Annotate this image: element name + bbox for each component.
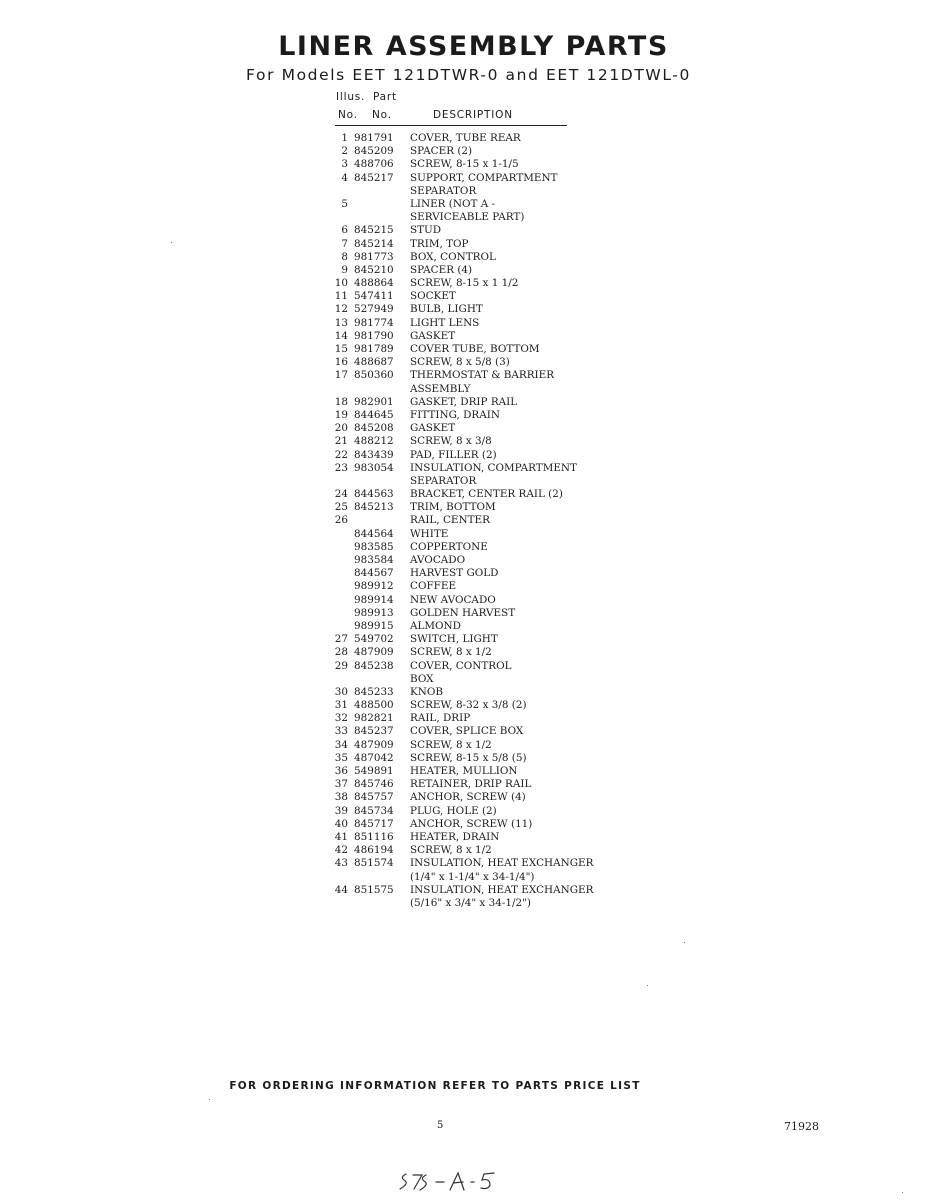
part-number: 851574 — [354, 857, 394, 870]
part-description: LIGHT LENS — [410, 316, 480, 329]
parts-list — [330, 132, 620, 910]
parts-row — [330, 409, 620, 422]
illus-number: 33 — [334, 725, 348, 738]
part-description: COPPERTONE — [410, 540, 488, 553]
parts-row — [330, 185, 620, 198]
part-description: (5/16" x 3/4" x 34-1/2") — [410, 896, 531, 909]
parts-row — [330, 514, 620, 527]
parts-row — [330, 620, 620, 633]
illus-number: 19 — [334, 408, 348, 421]
part-number: 982821 — [354, 712, 394, 725]
part-description: PAD, FILLER (2) — [410, 448, 497, 461]
parts-row — [330, 488, 620, 501]
parts-row — [330, 805, 620, 818]
illus-number: 26 — [334, 514, 348, 527]
illus-number: 17 — [334, 369, 348, 382]
part-description: BRACKET, CENTER RAIL (2) — [410, 488, 563, 501]
illus-number: 2 — [341, 145, 348, 158]
part-description: ALMOND — [410, 619, 461, 632]
parts-row — [330, 831, 620, 844]
parts-row — [330, 818, 620, 831]
part-description: COVER TUBE, BOTTOM — [410, 343, 540, 355]
part-number: 845237 — [354, 725, 394, 738]
parts-row — [330, 778, 620, 791]
parts-row — [330, 567, 620, 580]
part-number: 989913 — [354, 606, 394, 619]
part-number: 845734 — [354, 804, 394, 817]
part-description: GASKET, DRIP RAIL — [410, 395, 518, 408]
part-description: RETAINER, DRIP RAIL — [410, 778, 532, 791]
part-description: SCREW, 8 x 1/2 — [410, 844, 492, 857]
parts-row — [330, 541, 620, 554]
part-description: ANCHOR, SCREW (11) — [410, 817, 533, 830]
illus-number: 15 — [334, 343, 348, 355]
part-description: GASKET — [410, 422, 456, 435]
document-code: 71928 — [784, 1120, 819, 1133]
parts-row — [330, 884, 620, 897]
illus-number: 35 — [334, 751, 348, 764]
parts-row — [330, 844, 620, 857]
illus-number: 27 — [334, 633, 348, 646]
parts-row — [330, 422, 620, 435]
parts-row — [330, 435, 620, 448]
part-number: 844563 — [354, 488, 394, 501]
parts-row — [330, 501, 620, 514]
part-number: 981774 — [354, 316, 394, 329]
illus-number: 40 — [334, 817, 348, 830]
part-description: SUPPORT, COMPARTMENT — [410, 171, 558, 184]
part-number: 487042 — [354, 751, 394, 764]
parts-row — [330, 449, 620, 462]
parts-row — [330, 725, 620, 738]
parts-row — [330, 660, 620, 673]
part-number: 845217 — [354, 171, 394, 184]
part-number: 843439 — [354, 448, 394, 461]
illus-number: 6 — [341, 224, 348, 237]
illus-number: 22 — [334, 448, 348, 461]
illus-number: 12 — [334, 303, 348, 316]
illus-number: 37 — [334, 778, 348, 791]
part-description: COVER, SPLICE BOX — [410, 725, 524, 738]
part-description: SEPARATOR — [410, 474, 477, 487]
parts-row — [330, 343, 620, 356]
part-column-header-line1: Part — [373, 91, 397, 103]
part-number: 981791 — [354, 132, 394, 144]
part-number: 981790 — [354, 329, 394, 342]
parts-row — [330, 145, 620, 158]
illus-number: 30 — [334, 685, 348, 698]
parts-row — [330, 699, 620, 712]
parts-row — [330, 383, 620, 396]
part-description: INSULATION, HEAT EXCHANGER — [410, 857, 594, 870]
parts-row — [330, 330, 620, 343]
parts-row — [330, 317, 620, 330]
parts-row — [330, 686, 620, 699]
parts-row — [330, 475, 620, 488]
illus-number: 8 — [341, 250, 348, 263]
part-description: LINER (NOT A - — [410, 197, 496, 210]
part-description: SPACER (2) — [410, 145, 473, 158]
part-number: 845209 — [354, 145, 394, 158]
part-number: 845233 — [354, 685, 394, 698]
parts-row — [330, 752, 620, 765]
part-number: 989915 — [354, 619, 394, 632]
part-number: 845210 — [354, 263, 394, 276]
parts-row — [330, 739, 620, 752]
part-number: 989914 — [354, 593, 394, 606]
part-number: 488687 — [354, 356, 394, 369]
illus-number: 41 — [334, 830, 348, 843]
part-description: NEW AVOCADO — [410, 593, 496, 606]
part-number: 982901 — [354, 395, 394, 408]
parts-row — [330, 172, 620, 185]
illus-number: 25 — [334, 501, 348, 514]
parts-row — [330, 264, 620, 277]
handwritten-notation — [396, 1166, 516, 1194]
parts-row — [330, 211, 620, 224]
parts-row — [330, 554, 620, 567]
scan-speck — [647, 985, 648, 986]
part-description: COVER, TUBE REAR — [410, 132, 521, 144]
part-description: SERVICEABLE PART) — [410, 211, 525, 224]
parts-row — [330, 673, 620, 686]
illus-number: 29 — [334, 659, 348, 672]
illus-number: 42 — [334, 844, 348, 857]
part-description: RAIL, CENTER — [410, 514, 490, 527]
illus-number: 34 — [334, 738, 348, 751]
part-number: 983585 — [354, 540, 394, 553]
part-number: 981773 — [354, 250, 394, 263]
part-number: 851575 — [354, 883, 394, 896]
part-number: 983584 — [354, 554, 394, 566]
parts-row — [330, 238, 620, 251]
part-number: 488706 — [354, 158, 394, 171]
part-description: SOCKET — [410, 290, 456, 303]
part-description: STUD — [410, 224, 442, 237]
illus-number: 1 — [341, 132, 348, 144]
part-description: SCREW, 8 x 5/8 (3) — [410, 356, 510, 369]
description-column-header: DESCRIPTION — [433, 109, 513, 121]
part-description: BOX — [410, 672, 434, 685]
part-description: SCREW, 8 x 1/2 — [410, 738, 492, 751]
part-description: KNOB — [410, 685, 444, 698]
illus-number: 9 — [341, 263, 348, 276]
part-description: RAIL, DRIP — [410, 712, 471, 725]
part-number: 488212 — [354, 435, 394, 448]
parts-row — [330, 528, 620, 541]
parts-row — [330, 712, 620, 725]
part-number: 845208 — [354, 422, 394, 435]
part-description: ASSEMBLY — [410, 382, 471, 395]
part-description: SCREW, 8-15 x 1-1/5 — [410, 158, 519, 171]
page-subtitle: For Models EET 121DTWR-0 and EET 121DTWL-0 — [246, 66, 691, 84]
part-column-header-line2: No. — [372, 109, 392, 121]
part-number: 488500 — [354, 699, 394, 712]
part-description: AVOCADO — [410, 554, 466, 566]
part-number: 486194 — [354, 844, 394, 857]
part-number: 487909 — [354, 738, 394, 751]
part-description: SCREW, 8 x 1/2 — [410, 646, 492, 659]
part-description: INSULATION, COMPARTMENT — [410, 461, 577, 474]
part-number: 850360 — [354, 369, 394, 382]
part-description: SCREW, 8-15 x 1 1/2 — [410, 277, 519, 290]
illus-number: 21 — [334, 435, 348, 448]
part-description: SCREW, 8-32 x 3/8 (2) — [410, 699, 527, 712]
part-description: COVER, CONTROL — [410, 659, 512, 672]
parts-row — [330, 277, 620, 290]
scan-speck — [902, 1192, 903, 1193]
part-description: GASKET — [410, 329, 456, 342]
illus-number: 16 — [334, 356, 348, 369]
parts-row — [330, 290, 620, 303]
illus-number: 10 — [334, 277, 348, 290]
illus-number: 28 — [334, 646, 348, 659]
parts-row — [330, 897, 620, 910]
parts-row — [330, 607, 620, 620]
part-number: 844564 — [354, 527, 394, 540]
part-number: 981789 — [354, 343, 394, 355]
part-description: HEATER, MULLION — [410, 765, 518, 777]
illus-column-header-line1: Illus. — [336, 91, 366, 103]
illus-number: 39 — [334, 804, 348, 817]
part-description: BOX, CONTROL — [410, 250, 496, 263]
parts-row — [330, 594, 620, 607]
parts-row — [330, 857, 620, 870]
illus-number: 43 — [334, 857, 348, 870]
illus-number: 11 — [334, 290, 348, 303]
illus-column-header-line2: No. — [338, 109, 358, 121]
parts-row — [330, 198, 620, 211]
illus-number: 31 — [334, 699, 348, 712]
illus-number: 20 — [334, 422, 348, 435]
part-description: WHITE — [410, 527, 449, 540]
part-number: 549702 — [354, 633, 394, 646]
part-description: SEPARATOR — [410, 184, 477, 197]
part-description: HARVEST GOLD — [410, 567, 499, 580]
part-description: ANCHOR, SCREW (4) — [410, 791, 526, 804]
part-description: THERMOSTAT & BARRIER — [410, 369, 555, 382]
part-number: 989912 — [354, 580, 394, 593]
parts-row — [330, 303, 620, 316]
illus-number: 38 — [334, 791, 348, 804]
parts-row — [330, 251, 620, 264]
illus-number: 23 — [334, 461, 348, 474]
page-title: LINER ASSEMBLY PARTS — [278, 31, 669, 62]
part-number: 527949 — [354, 303, 394, 316]
parts-row — [330, 580, 620, 593]
scan-speck — [684, 942, 685, 943]
illus-number: 13 — [334, 316, 348, 329]
parts-row — [330, 791, 620, 804]
scan-speck — [171, 242, 172, 243]
part-number: 851116 — [354, 830, 394, 843]
part-number: 549891 — [354, 765, 394, 777]
parts-row — [330, 646, 620, 659]
scan-speck — [209, 1099, 210, 1100]
part-description: TRIM, BOTTOM — [410, 501, 496, 514]
parts-row — [330, 462, 620, 475]
page-number: 5 — [437, 1120, 444, 1131]
part-description: INSULATION, HEAT EXCHANGER — [410, 883, 594, 896]
part-description: BULB, LIGHT — [410, 303, 483, 316]
part-number: 845238 — [354, 659, 394, 672]
part-number: 845214 — [354, 237, 394, 250]
parts-row — [330, 369, 620, 382]
part-number: 845717 — [354, 817, 394, 830]
part-number: 845757 — [354, 791, 394, 804]
part-description: PLUG, HOLE (2) — [410, 804, 497, 817]
part-description: (1/4" x 1-1/4" x 34-1/4") — [410, 870, 535, 883]
part-number: 487909 — [354, 646, 394, 659]
part-description: SCREW, 8 x 3/8 — [410, 435, 492, 448]
parts-row — [330, 356, 620, 369]
part-description: SCREW, 8-15 x 5/8 (5) — [410, 751, 527, 764]
part-description: TRIM, TOP — [410, 237, 469, 250]
part-number: 983054 — [354, 461, 394, 474]
illus-number: 3 — [341, 158, 348, 171]
part-number: 488864 — [354, 277, 394, 290]
illus-number: 24 — [334, 488, 348, 501]
illus-number: 36 — [334, 765, 348, 777]
parts-row — [330, 132, 620, 145]
part-number: 844567 — [354, 567, 394, 580]
illus-number: 14 — [334, 329, 348, 342]
part-number: 844645 — [354, 408, 394, 421]
part-description: COFFEE — [410, 580, 457, 593]
part-description: SWITCH, LIGHT — [410, 633, 498, 646]
part-number: 845746 — [354, 778, 394, 791]
illus-number: 7 — [341, 237, 348, 250]
part-number: 547411 — [354, 290, 394, 303]
parts-row — [330, 158, 620, 171]
part-description: HEATER, DRAIN — [410, 830, 500, 843]
part-description: GOLDEN HARVEST — [410, 606, 516, 619]
illus-number: 4 — [341, 171, 348, 184]
ordering-note: FOR ORDERING INFORMATION REFER TO PARTS PRICE LIST — [229, 1080, 641, 1092]
illus-number: 32 — [334, 712, 348, 725]
part-number: 845215 — [354, 224, 394, 237]
illus-number: 5 — [341, 197, 348, 210]
part-number: 845213 — [354, 501, 394, 514]
parts-row — [330, 396, 620, 409]
illus-number: 44 — [334, 883, 348, 896]
parts-row — [330, 765, 620, 778]
header-rule — [335, 125, 567, 126]
illus-number: 18 — [334, 395, 348, 408]
part-description: FITTING, DRAIN — [410, 408, 500, 421]
parts-row — [330, 224, 620, 237]
parts-row — [330, 633, 620, 646]
parts-row — [330, 871, 620, 884]
part-description: SPACER (4) — [410, 263, 473, 276]
